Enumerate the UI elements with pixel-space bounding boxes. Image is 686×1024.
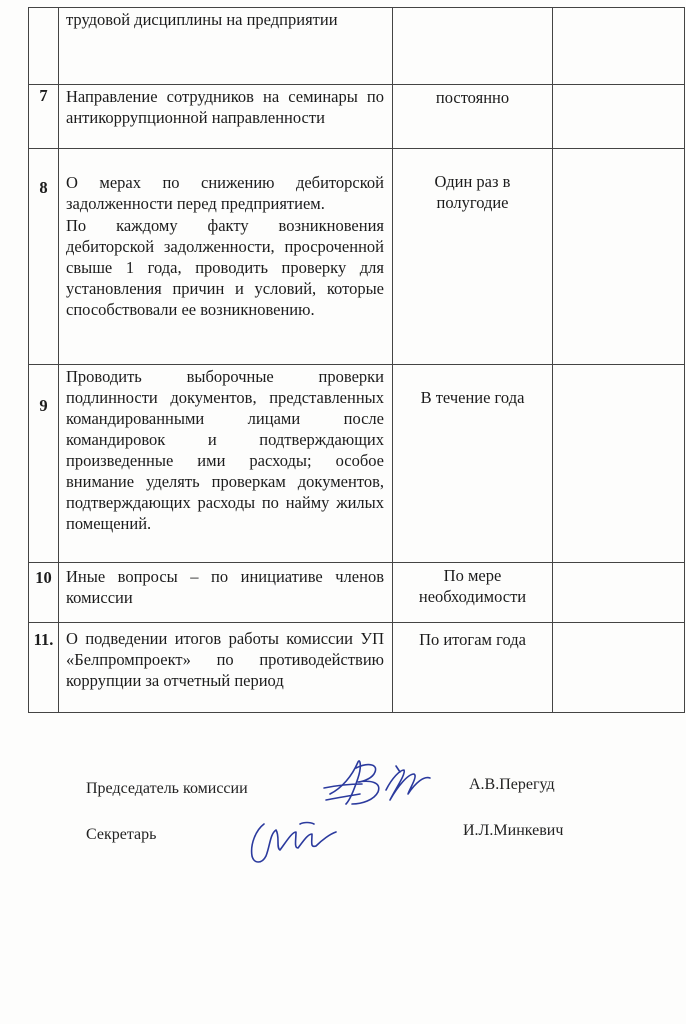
- table-row: [29, 85, 685, 149]
- measure-text: трудовой дисциплины на предприятии: [66, 10, 338, 29]
- measure-description: [59, 365, 393, 563]
- measures-table: [28, 7, 685, 713]
- chair-signature: [300, 748, 460, 818]
- measure-note: [553, 149, 685, 365]
- measure-text-continuation: По каждому факту возникновения дебиторской задолженности, просроченной свыше 1 года, проводить проверку для установления причин и условий, которые способствовали ее возникновению.: [66, 216, 384, 319]
- row-number: [29, 8, 59, 85]
- secretary-name: И.Л.Минкевич: [463, 822, 564, 839]
- table-row: [29, 623, 685, 713]
- secretary-signature: [240, 810, 370, 875]
- measure-term: [393, 563, 553, 623]
- measure-description: [59, 8, 393, 85]
- measure-description: [59, 85, 393, 149]
- measure-text: О мерах по снижению дебиторской задолженности перед предприятием.: [66, 173, 384, 213]
- row-number: 9: [29, 365, 59, 563]
- measure-note: [553, 85, 685, 149]
- measure-note: [553, 365, 685, 563]
- chair-label: Председатель комиссии: [86, 780, 248, 797]
- measure-term: [393, 149, 553, 365]
- row-number: 10: [29, 563, 59, 623]
- table-row: [29, 563, 685, 623]
- measure-description: [59, 149, 393, 365]
- measure-text: О подведении итогов работы комиссии УП «Белпромпроект» по противодействию коррупции за отчетный период: [66, 629, 384, 690]
- measure-term: [393, 365, 553, 563]
- term-text: В течение года: [420, 388, 525, 407]
- measure-text: Иные вопросы – по инициативе членов комиссии: [66, 567, 384, 607]
- measure-note: [553, 563, 685, 623]
- measure-note: [553, 623, 685, 713]
- term-text: Один раз в полугодие: [434, 172, 511, 212]
- measure-text: Направление сотрудников на семинары по антикоррупционной направленности: [66, 87, 384, 127]
- table-row: [29, 8, 685, 85]
- secretary-label: Секретарь: [86, 826, 157, 843]
- measure-note: [553, 8, 685, 85]
- row-number: 8: [29, 149, 59, 365]
- row-number: 7: [29, 85, 59, 149]
- measure-term: [393, 8, 553, 85]
- chair-name: А.В.Перегуд: [469, 776, 555, 793]
- measure-term: [393, 623, 553, 713]
- row-number: 11.: [29, 623, 59, 713]
- measure-description: [59, 623, 393, 713]
- measure-term: [393, 85, 553, 149]
- measure-description: [59, 563, 393, 623]
- term-text: постоянно: [435, 88, 510, 107]
- table-row: [29, 365, 685, 563]
- term-text: По итогам года: [419, 630, 526, 649]
- term-text: По мере необходимости: [418, 566, 527, 606]
- measure-text: Проводить выборочные проверки подлинности документов, представленных командированными лицами после командировок и подтверждающих произведенные ими расходы; особое внимание уделять проверкам документов, подтверждающих расходы по найму жилых помещений.: [66, 367, 384, 533]
- table-row: [29, 149, 685, 365]
